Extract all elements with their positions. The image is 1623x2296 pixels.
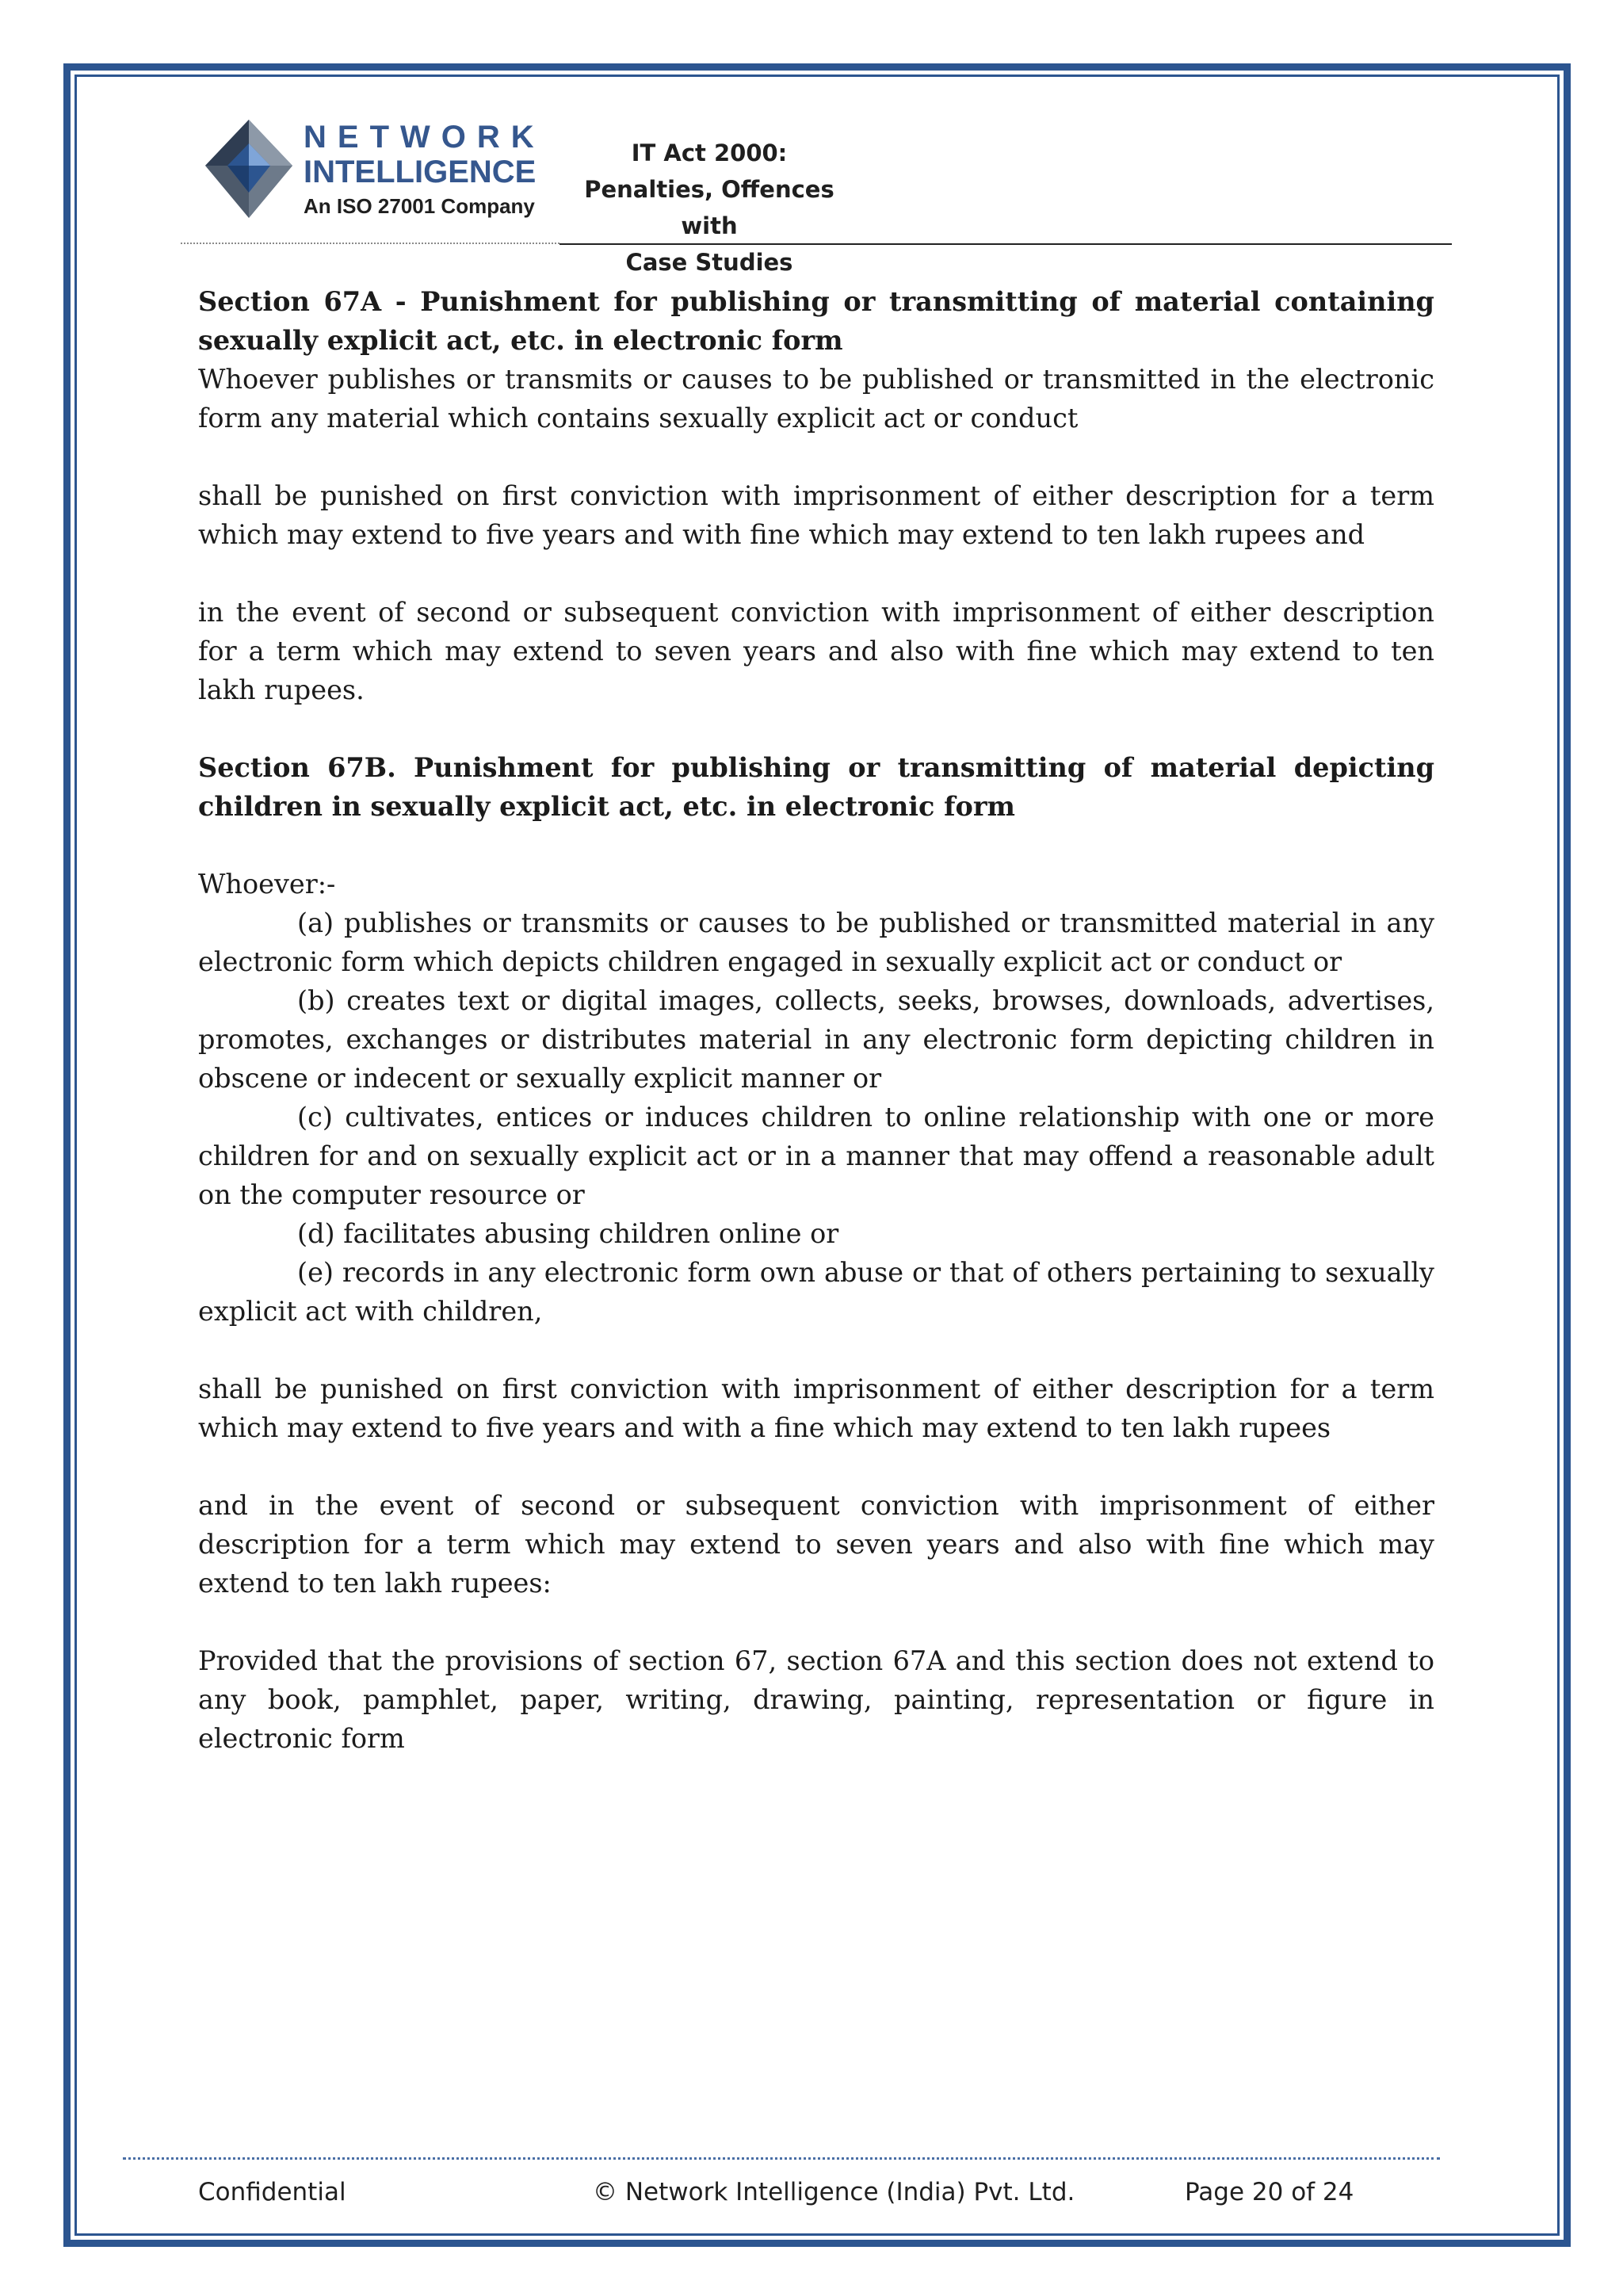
document-title-line1: IT Act 2000: Penalties, Offences with: [584, 139, 834, 239]
section-67b-item-a: (a) publishes or transmits or causes to be published or transmitted material in any electronic form which depicts children engaged in sexually explicit act or conduct or: [198, 907, 1434, 977]
section-67b-paragraph-2: and in the event of second or subsequent conviction with imprisonment of either description for a term which may extend to seven years and also with fine which may extend to ten lakh rupees:: [198, 1490, 1434, 1599]
section-67a-heading: Section 67A - Punishment for publishing or transmitting of material containing sexually explicit act, etc. in electronic form: [198, 286, 1434, 356]
section-67a-paragraph-2: shall be punished on first conviction with imprisonment of either description for a term which may extend to five years and with fine which may extend to ten lakh rupees and: [198, 480, 1434, 550]
section-67b-item-c: (c) cultivates, entices or induces children to online relationship with one or more children for and on sexually explicit act or in a manner that may offend a reasonable adult on the computer resource or: [198, 1102, 1434, 1210]
footer-copyright: © Network Intelligence (India) Pvt. Ltd.: [593, 2178, 1075, 2206]
section-67b-paragraph-1: shall be punished on first conviction with imprisonment of either description for a term which may extend to five years and with a fine which may extend to ten lakh rupees: [198, 1373, 1434, 1443]
section-67b-item-e: (e) records in any electronic form own abuse or that of others pertaining to sexually explicit act with children,: [198, 1257, 1434, 1327]
section-67b-heading: Section 67B. Punishment for publishing or transmitting of material depicting children in sexually explicit act, etc. in electronic form: [198, 752, 1434, 822]
document-title: [579, 135, 840, 281]
section-67a-paragraph-3: in the event of second or subsequent conviction with imprisonment of either description for a term which may extend to seven years and also with fine which may extend to ten lakh rupees.: [198, 597, 1434, 705]
section-67a-paragraph-1: Whoever publishes or transmits or causes to be published or transmitted in the electronic form any material which contains sexually explicit act or conduct: [198, 364, 1434, 434]
page-content: [198, 282, 1434, 1758]
header-divider-dotted: [181, 243, 559, 244]
footer-page-number: Page 20 of 24: [1185, 2178, 1354, 2206]
header-divider: [559, 243, 1452, 245]
footer-confidential: Confidential: [198, 2178, 346, 2206]
section-67b-intro: Whoever:-: [198, 869, 336, 900]
section-67b-item-d: (d) facilitates abusing children online or: [297, 1218, 839, 1249]
footer-divider: [123, 2157, 1440, 2160]
logo-line2: INTELLIGENCE: [304, 155, 537, 189]
company-logo: [202, 115, 559, 226]
diamond-logo-icon: [202, 117, 296, 224]
logo-line1: NETWORK: [304, 120, 545, 155]
section-67b-proviso: Provided that the provisions of section 67, section 67A and this section does not extend to any book, pamphlet, paper, writing, drawing, painting, representation or figure in electronic form: [198, 1645, 1434, 1754]
document-title-line2: Case Studies: [625, 249, 793, 276]
section-67b-item-b: (b) creates text or digital images, collects, seeks, browses, downloads, advertises, promotes, exchanges or distributes material in any electronic form depicting children in obscene or indecent or sexually explicit manner or: [198, 985, 1434, 1094]
logo-tagline: An ISO 27001 Company: [304, 194, 535, 218]
